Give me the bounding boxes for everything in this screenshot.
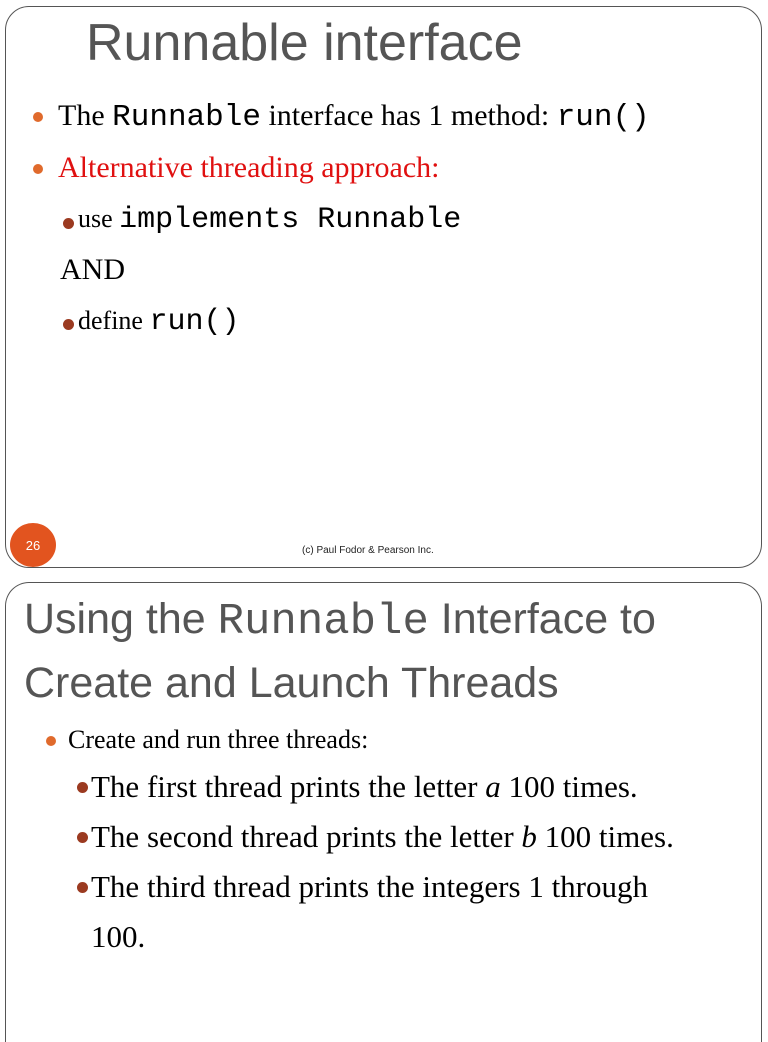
slide-title: Runnable interface [86, 14, 523, 72]
bullet-icon [33, 164, 43, 174]
sub-bullet-define-run: define run() [78, 305, 240, 339]
sub-bullet-icon [63, 319, 74, 330]
bullet-create-threads: Create and run three threads: [68, 725, 369, 754]
sub-bullet-icon [77, 882, 88, 893]
sub-bullet-second-thread: The second thread prints the letter b 100 times. [91, 819, 674, 854]
sub-bullet-first-thread: The first thread prints the letter a 100 times. [91, 769, 638, 804]
sub-bullet-implements: use implements Runnable [78, 203, 462, 237]
bullet-runnable-method: The Runnable interface has 1 method: run() [58, 99, 650, 135]
slide-title-line2: Create and Launch Threads [24, 659, 559, 707]
slide-title-line1: Using the Runnable Interface to [24, 595, 656, 647]
and-text: AND [60, 253, 125, 286]
slide-using-runnable [5, 582, 762, 1042]
sub-bullet-icon [63, 218, 74, 229]
sub-bullet-third-thread: The third thread prints the integers 1 through [91, 869, 649, 904]
slide-title [24, 589, 656, 714]
bullet-icon [46, 736, 56, 746]
bullet-icon [33, 112, 43, 122]
sub-bullet-icon [77, 832, 88, 843]
slide-runnable-interface [5, 6, 762, 568]
bullet-alternative-approach: Alternative threading approach: [58, 151, 440, 184]
copyright-footer: (c) Paul Fodor & Pearson Inc. [302, 545, 434, 556]
page-number-badge: 26 [10, 523, 56, 567]
sub-bullet-third-thread-continued: 100. [91, 919, 146, 954]
sub-bullet-icon [77, 782, 88, 793]
